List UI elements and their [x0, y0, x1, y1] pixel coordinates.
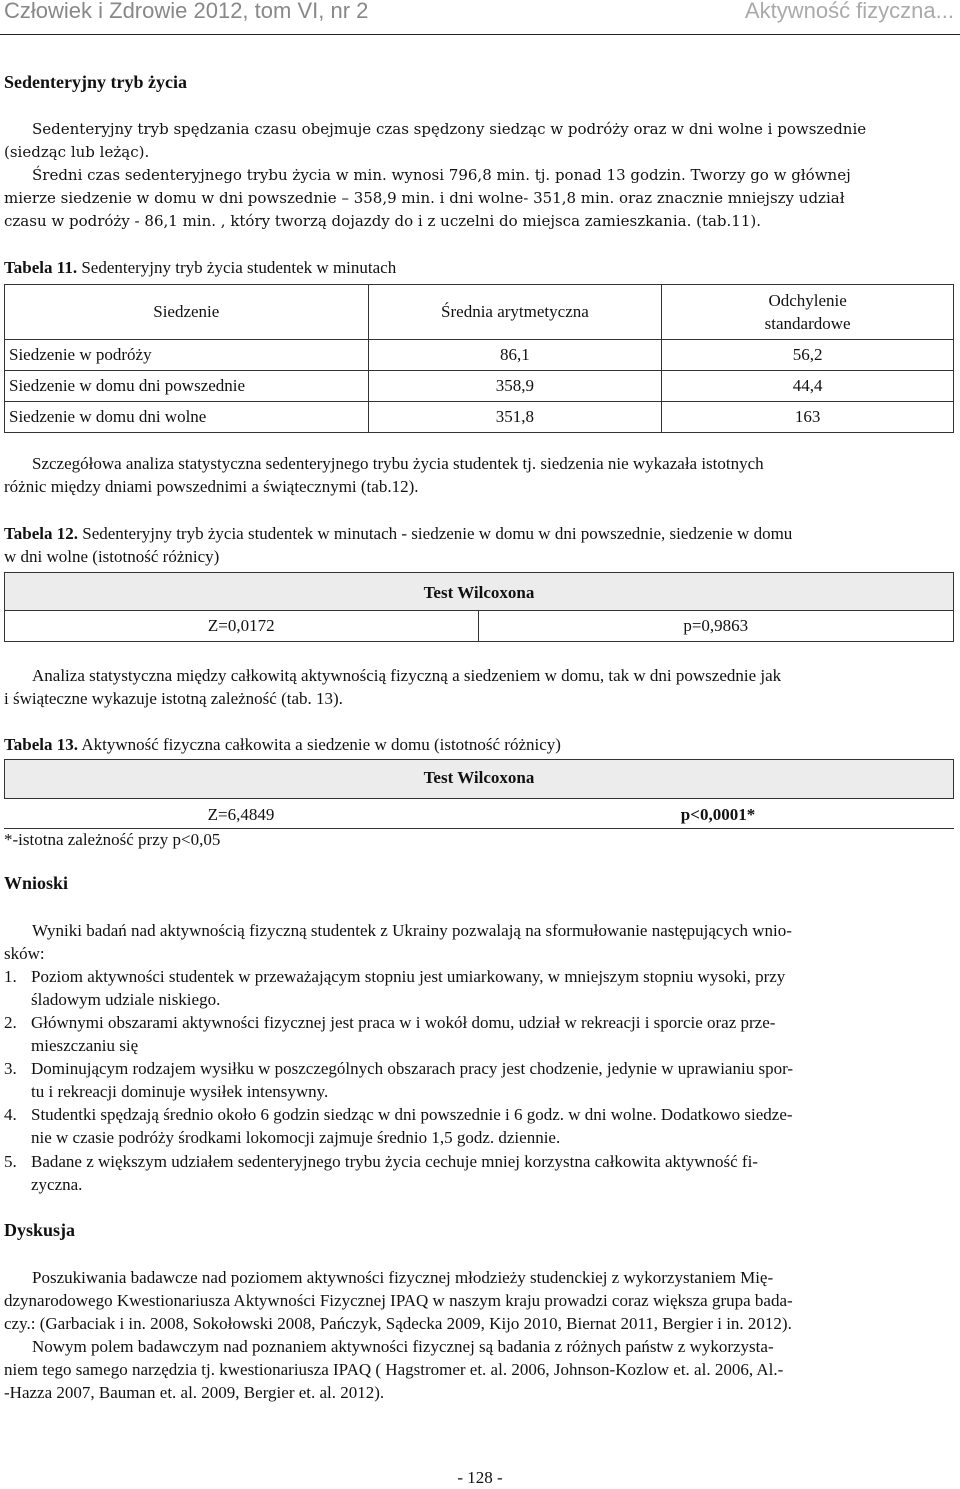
- journal-title: Człowiek i Zdrowie 2012, tom VI, nr 2: [4, 0, 369, 23]
- table-cell: Siedzenie w podróży: [5, 340, 369, 371]
- item-number: 4.: [4, 1105, 17, 1124]
- table-header-row: [5, 573, 954, 611]
- paragraph-line: dzynarodowego Kwestionariusza Aktywności Fizycznej IPAQ w naszym kraju prowadzi coraz większa grupa bada-: [4, 1291, 793, 1310]
- table-cell: 351,8: [368, 402, 662, 433]
- item-line: Poziom aktywności studentek w przeważającym stopniu jest umiarkowany, w mniejszym stopniu wysoki, przy: [31, 967, 786, 986]
- table-cell: 44,4: [662, 371, 954, 402]
- p-value: p<0,0001*: [680, 805, 756, 824]
- table-row: [5, 611, 954, 642]
- item-line: Głównymi obszarami aktywności fizycznej jest praca w i wokół domu, udział w rekreacji i sporcie oraz prze-: [31, 1013, 776, 1032]
- table11: [4, 284, 954, 433]
- table-caption-text: Sedenteryjny tryb życia studentek w minutach - siedzenie w domu w dni powszednie, siedzenie w domu: [78, 524, 793, 543]
- table11-caption: [4, 256, 396, 279]
- table-label: Tabela 12.: [4, 524, 79, 543]
- table-caption-text: Aktywność fizyczna całkowita a siedzenie w domu (istotność różnicy): [78, 735, 561, 754]
- conclusion-item: [4, 1150, 954, 1196]
- table12-caption: [4, 522, 956, 568]
- header-cell: Siedzenie: [5, 285, 369, 340]
- paragraph-line: -Hazza 2007, Bauman et. al. 2009, Bergier et. al. 2012).: [4, 1383, 385, 1402]
- table-cell: 86,1: [368, 340, 662, 371]
- table-caption-text: Sedenteryjny tryb życia studentek w minutach: [77, 258, 397, 277]
- item-line: śladowym udziale niskiego.: [31, 990, 221, 1009]
- paragraph-line: niem tego samego narzędzia tj. kwestionariusza IPAQ ( Hagstromer et. al. 2006, Johnson-Kozlow et. al. 2006, Al.-: [4, 1360, 784, 1379]
- paragraph-line: Analiza statystyczna między całkowitą aktywnością fizyczną a siedzeniem w domu, tak w dni powszednie jak: [32, 666, 782, 685]
- test-header: Test Wilcoxona: [5, 573, 954, 611]
- z-value: Z=0,0172: [5, 611, 479, 642]
- analysis-paragraph: [4, 452, 954, 498]
- test-header: Test Wilcoxona: [423, 768, 535, 787]
- item-number: 2.: [4, 1013, 17, 1032]
- conclusion-item: [4, 1103, 954, 1149]
- header-cell: [662, 285, 954, 340]
- item-number: 5.: [4, 1152, 17, 1171]
- item-number: 1.: [4, 967, 17, 986]
- paragraph-line: i świąteczne wykazuje istotną zależność (tab. 13).: [4, 689, 343, 708]
- paragraph-line: Szczegółowa analiza statystyczna sedenteryjnego trybu życia studentek tj. siedzenia nie wykazała istotnych: [32, 454, 764, 473]
- paragraph-line: Sedenteryjny tryb spędzania czasu obejmuje czas spędzony siedząc w podróży oraz w dni wolne i powszednie: [32, 120, 867, 138]
- item-line: Studentki spędzają średnio około 6 godzin siedząc w dni powszednie i 6 godz. w dni wolne. Dodatkowo siedze-: [31, 1105, 793, 1124]
- section-heading: Wnioski: [4, 873, 69, 893]
- item-number: 3.: [4, 1059, 17, 1078]
- item-line: Badane z większym udziałem sedenteryjnego trybu życia cechuje mniej korzystna całkowita aktywność fi-: [31, 1152, 758, 1171]
- table-cell: Siedzenie w domu dni wolne: [5, 402, 369, 433]
- table-row: [5, 371, 954, 402]
- table-row: [5, 340, 954, 371]
- running-header: [0, 0, 960, 35]
- paragraph-line: Wyniki badań nad aktywnością fizyczną studentek z Ukrainy pozwalają na sformułowanie następujących wnio-: [32, 921, 792, 940]
- table-cell: Siedzenie w domu dni powszednie: [5, 371, 369, 402]
- table-footnote: *-istotna zależność przy p<0,05: [4, 830, 221, 849]
- item-line: Dominującym rodzajem wysiłku w poszczególnych obszarach pracy jest chodzenie, jedynie w uprawianiu spor-: [31, 1059, 794, 1078]
- section-heading: Sedenteryjny tryb życia: [4, 72, 187, 92]
- section-heading: Dyskusja: [4, 1220, 76, 1240]
- section-title: Aktywność fizyczna...: [744, 0, 954, 23]
- item-line: zyczna.: [31, 1175, 83, 1194]
- table-cell: 358,9: [368, 371, 662, 402]
- paragraph-line: czy.: (Garbaciak i in. 2008, Sokołowski 2008, Pańczyk, Sądecka 2009, Kijo 2010, Biernat 2011, Bergier i in. 2012).: [4, 1314, 792, 1333]
- item-line: nie w czasie podróży środkami lokomocji zajmuje średnio 1,5 godz. dziennie.: [31, 1128, 561, 1147]
- paragraph-line: Nowym polem badawczym nad poznaniem aktywności fizycznej są badania z różnych państw z wykorzysta-: [32, 1337, 774, 1356]
- table-label: Tabela 13.: [4, 735, 79, 754]
- item-line: tu i rekreacji dominuje wysiłek intensywny.: [31, 1082, 329, 1101]
- p-value: p=0,9863: [478, 611, 954, 642]
- header-cell: Średnia arytmetyczna: [368, 285, 662, 340]
- paragraph-line: czasu w podróży - 86,1 min. , który tworzą dojazdy do i z uczelni do miejsca zamieszkania. (tab.11).: [4, 212, 762, 230]
- sedentary-paragraph: [4, 118, 954, 233]
- paragraph-line: mierze siedzenie w domu w dni powszednie – 358,9 min. i dni wolne- 351,8 min. oraz znacznie mniejszy udział: [4, 189, 845, 207]
- discussion-paragraph: [4, 1266, 954, 1404]
- table-header-row: [5, 285, 954, 340]
- conclusion-item: [4, 1011, 954, 1057]
- table13-row: [4, 799, 954, 829]
- paragraph-line: różnic między dniami powszednimi a świątecznymi (tab.12).: [4, 477, 419, 496]
- paragraph-line: Średni czas sedenteryjnego trybu życia w min. wynosi 796,8 min. tj. ponad 13 godzin. Tworzy go w głównej: [32, 166, 851, 184]
- z-value: Z=6,4849: [207, 805, 275, 824]
- header-line: Odchylenie: [768, 291, 847, 310]
- header-line: standardowe: [764, 314, 851, 333]
- table12: [4, 572, 954, 642]
- table-caption-text: w dni wolne (istotność różnicy): [4, 547, 220, 566]
- table-cell: 56,2: [662, 340, 954, 371]
- table13-header: [4, 759, 954, 799]
- page-number: - 128 -: [457, 1468, 503, 1487]
- conclusion-item: [4, 1057, 954, 1103]
- table-label: Tabela 11.: [4, 258, 78, 277]
- conclusions-intro: [4, 919, 954, 965]
- analysis-paragraph: [4, 664, 954, 710]
- paragraph-line: Poszukiwania badawcze nad poziomem aktywności fizycznej młodzieży studenckiej z wykorzystaniem Mię-: [32, 1268, 774, 1287]
- table-cell: 163: [662, 402, 954, 433]
- paragraph-line: sków:: [4, 944, 45, 963]
- item-line: mieszczaniu się: [31, 1036, 139, 1055]
- conclusion-item: [4, 965, 954, 1011]
- table-row: [5, 402, 954, 433]
- table13-caption: [4, 733, 561, 756]
- paragraph-line: (siedząc lub leżąc).: [4, 143, 150, 161]
